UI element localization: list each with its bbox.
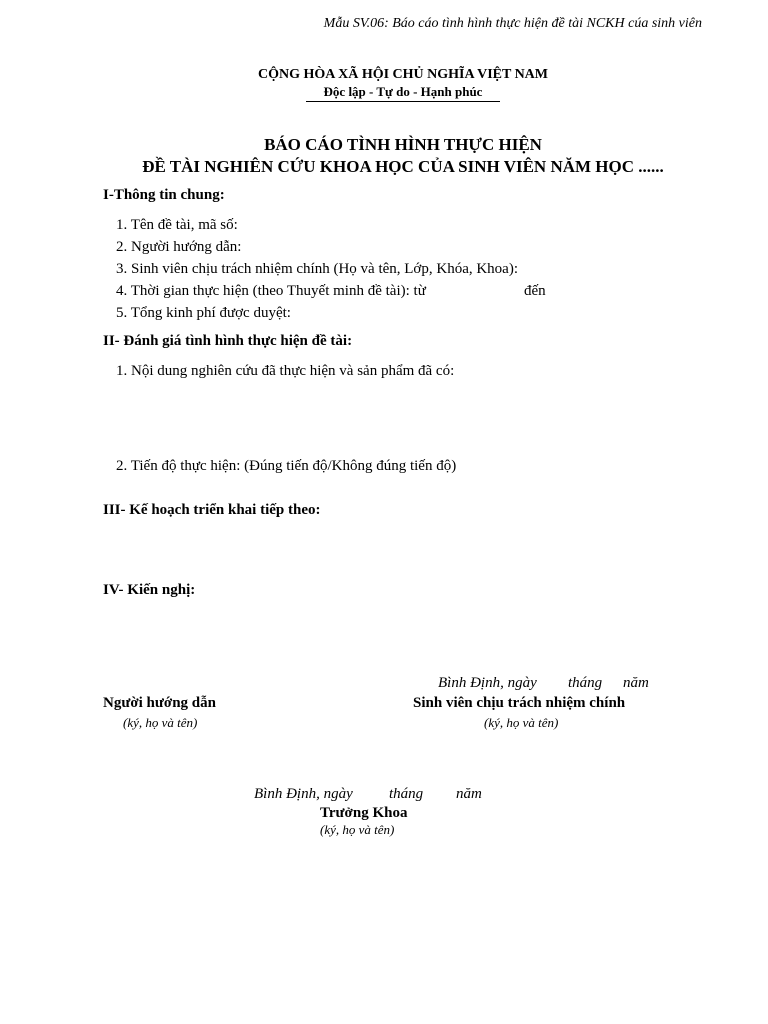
section1-heading: I-Thông tin chung: — [103, 187, 225, 203]
section3-heading: III- Kế hoạch triển khai tiếp theo: — [103, 502, 321, 518]
report-title-line1: BÁO CÁO TÌNH HÌNH THỰC HIỆN — [264, 135, 542, 154]
national-header-country: CỘNG HÒA XÃ HỘI CHỦ NGHĨA VIỆT NAM — [257, 67, 549, 82]
section1-item-5: 5. Tổng kinh phí được duyệt: — [116, 305, 291, 321]
advisor-note: (ký, họ và tên) — [123, 715, 198, 730]
signature-date-month: tháng — [568, 675, 603, 691]
signature-date-year: năm — [623, 675, 649, 691]
student-note: (ký, họ và tên) — [484, 715, 559, 730]
section1-item-4: 4. Thời gian thực hiện (theo Thuyết minh đề tài): từ — [116, 283, 426, 299]
section1-item-2: 2. Người hướng dẫn: — [116, 239, 242, 255]
dean-date-year: năm — [456, 786, 482, 802]
section2-heading: II- Đánh giá tình hình thực hiện đề tài: — [103, 333, 353, 349]
form-code: Mẫu SV.06: Báo cáo tình hình thực hiện đề tài NCKH cúa sinh viên — [323, 16, 702, 31]
section2-item-1: 1. Nội dung nghiên cứu đã thực hiện và sản phẩm đã có: — [116, 363, 455, 379]
advisor-title: Người hướng dẫn — [103, 695, 216, 711]
dean-note: (ký, họ và tên) — [320, 822, 395, 837]
section1-item-1: 1. Tên đề tài, mã số: — [116, 217, 238, 233]
section4-heading: IV- Kiến nghị: — [103, 582, 196, 598]
dean-date-place: Bình Định, ngày — [254, 786, 353, 802]
signature-date-place: Bình Định, ngày — [438, 675, 537, 691]
student-title: Sinh viên chịu trách nhiệm chính — [413, 695, 626, 711]
dean-date-month: tháng — [389, 786, 424, 802]
report-title-line2: ĐỀ TÀI NGHIÊN CỨU KHOA HỌC CỦA SINH VIÊN NĂM HỌC ...... — [142, 157, 664, 176]
section2-item-2: 2. Tiến độ thực hiện: (Đúng tiến độ/Không đúng tiến độ) — [116, 458, 457, 474]
dean-title: Trưởng Khoa — [320, 805, 408, 821]
section1-item-4-to: đến — [524, 283, 546, 299]
national-header-motto: Độc lập - Tự do - Hạnh phúc — [323, 84, 483, 99]
section1-item-3: 3. Sinh viên chịu trách nhiệm chính (Họ và tên, Lớp, Khóa, Khoa): — [116, 261, 519, 277]
motto-underline — [306, 101, 500, 102]
